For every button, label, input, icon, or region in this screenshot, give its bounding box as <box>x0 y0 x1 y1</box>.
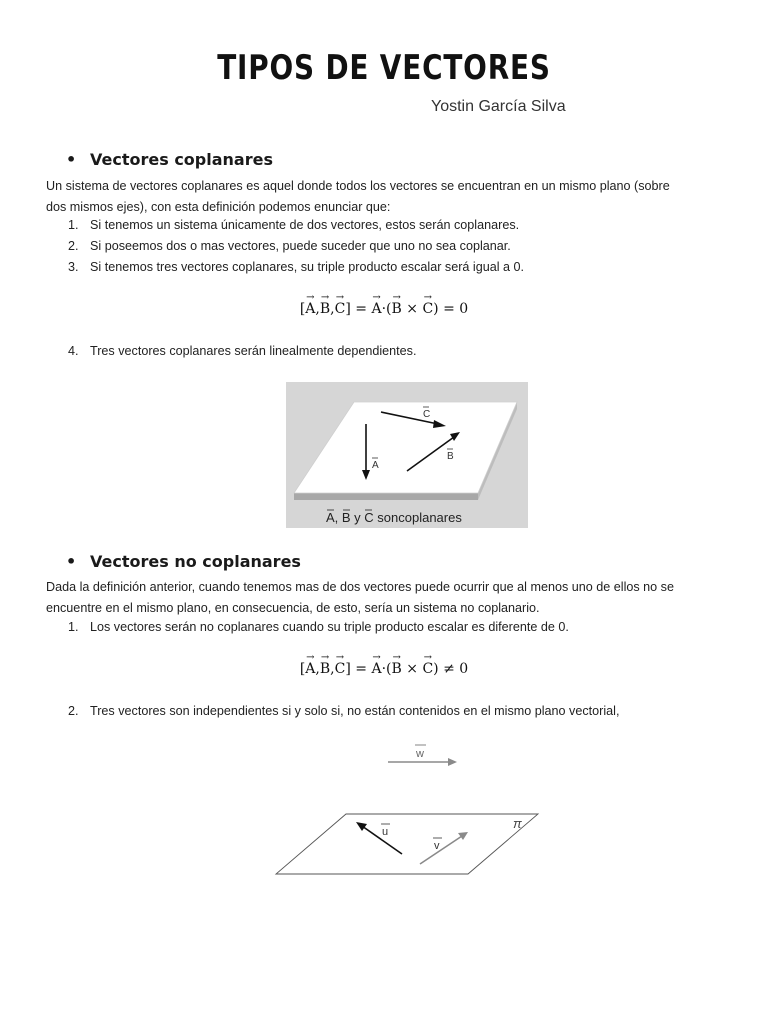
formula-comma: , <box>330 301 335 317</box>
document-title: TIPOS DE VECTORES <box>217 48 551 88</box>
bullet-icon: • <box>66 552 77 571</box>
list-item-text: Si poseemos dos o mas vectores, puede suceder que uno no sea coplanar. <box>90 239 511 253</box>
paragraph-line: Dada la definición anterior, cuando tenemos mas de dos vectores puede ocurrir que al menos uno de ellos no se <box>46 580 674 594</box>
vector-b: → B <box>320 301 330 317</box>
list-item-number: 1. <box>68 620 79 634</box>
list-item-number: 2. <box>68 239 79 253</box>
vector-b: → B <box>392 661 402 677</box>
paragraph-line: encuentre en el mismo plano, en consecuencia, de esto, sería un sistema no coplanario. <box>46 600 540 615</box>
vector-c: → C <box>335 661 346 677</box>
vector-c: → C <box>422 301 433 317</box>
coplanar-vectors-figure <box>286 382 528 528</box>
bullet-icon: • <box>66 150 77 169</box>
formula-paren: ( <box>386 301 392 317</box>
list-item-text: Si tenemos un sistema únicamente de dos vectores, estos serán coplanares. <box>90 218 520 232</box>
paragraph-line: dos mismos ejes), con esta definición podemos enunciar que: <box>46 199 391 214</box>
formula-bracket: [ <box>299 301 306 317</box>
list-item <box>68 218 519 232</box>
label-pi: π <box>513 816 522 831</box>
section-heading-coplanares <box>66 150 273 169</box>
list-item-number: 1. <box>68 218 79 232</box>
non-coplanar-vectors-figure <box>270 738 550 880</box>
formula-dot: · <box>381 661 387 677</box>
vector-c: → C <box>335 301 346 317</box>
formula-paren: ( <box>386 661 392 677</box>
label-u: u <box>382 826 389 838</box>
vector-a: → A <box>305 661 315 677</box>
label-b: B <box>447 451 454 462</box>
list-item-number: 2. <box>68 704 79 718</box>
vector-b: → B <box>392 301 402 317</box>
vector-a: → A <box>371 661 381 677</box>
list-item <box>68 620 569 634</box>
list-item-text: Los vectores serán no coplanares cuando su triple producto escalar es diferente de 0. <box>90 620 569 634</box>
list-item-number: 4. <box>68 344 79 358</box>
section-heading-text: Vectores coplanares <box>90 150 273 169</box>
section-intro-paragraph <box>46 577 726 618</box>
formula-result: = 0 <box>443 301 469 317</box>
list-item-number: 3. <box>68 260 79 274</box>
list-item <box>68 704 619 718</box>
vector-a: → A <box>305 301 315 317</box>
list-item <box>68 344 416 358</box>
formula-bracket: ] <box>345 301 351 317</box>
label-a: A <box>372 460 379 471</box>
formula-cross: × <box>406 301 418 317</box>
formula-comma: , <box>315 661 320 677</box>
formula-equals: = <box>355 661 367 677</box>
formula-cross: × <box>406 661 418 677</box>
section-heading-text: Vectores no coplanares <box>90 552 301 571</box>
vector-c: → C <box>422 661 433 677</box>
formula-equals: = <box>355 301 367 317</box>
label-w: w <box>416 748 424 760</box>
label-c: C <box>423 409 431 420</box>
formula-result: ≠ 0 <box>443 661 469 677</box>
formula-dot: · <box>381 301 387 317</box>
section-intro-paragraph <box>46 176 726 217</box>
label-v: v <box>434 840 440 852</box>
list-item-text: Si tenemos tres vectores coplanares, su triple producto escalar será igual a 0. <box>90 260 525 274</box>
list-item-text: Tres vectores son independientes si y solo si, no están contenidos en el mismo plano vectorial, <box>90 704 620 718</box>
author-name: Yostin García Silva <box>431 98 566 115</box>
vector-b: → B <box>320 661 330 677</box>
plane-pi <box>276 814 538 874</box>
formula-bracket: ] <box>345 661 351 677</box>
vector-w-arrowhead <box>448 758 457 766</box>
figure-caption: A, B y C soncoplanares <box>326 510 462 525</box>
triple-product-formula-not-equal <box>0 661 768 677</box>
formula-comma: , <box>315 301 320 317</box>
formula-paren: ) <box>433 301 439 317</box>
section-heading-no-coplanares <box>66 552 301 571</box>
paragraph-line: Un sistema de vectores coplanares es aquel donde todos los vectores se encuentran en un mismo plano (sobre <box>46 179 670 193</box>
formula-bracket: [ <box>299 661 306 677</box>
vector-a: → A <box>371 301 381 317</box>
plate-front-edge <box>294 493 478 500</box>
list-item <box>68 260 524 274</box>
list-item <box>68 239 511 253</box>
list-item-text: Tres vectores coplanares serán linealmente dependientes. <box>90 344 417 358</box>
formula-comma: , <box>330 661 335 677</box>
formula-paren: ) <box>433 661 439 677</box>
triple-product-formula-equal <box>0 301 768 317</box>
